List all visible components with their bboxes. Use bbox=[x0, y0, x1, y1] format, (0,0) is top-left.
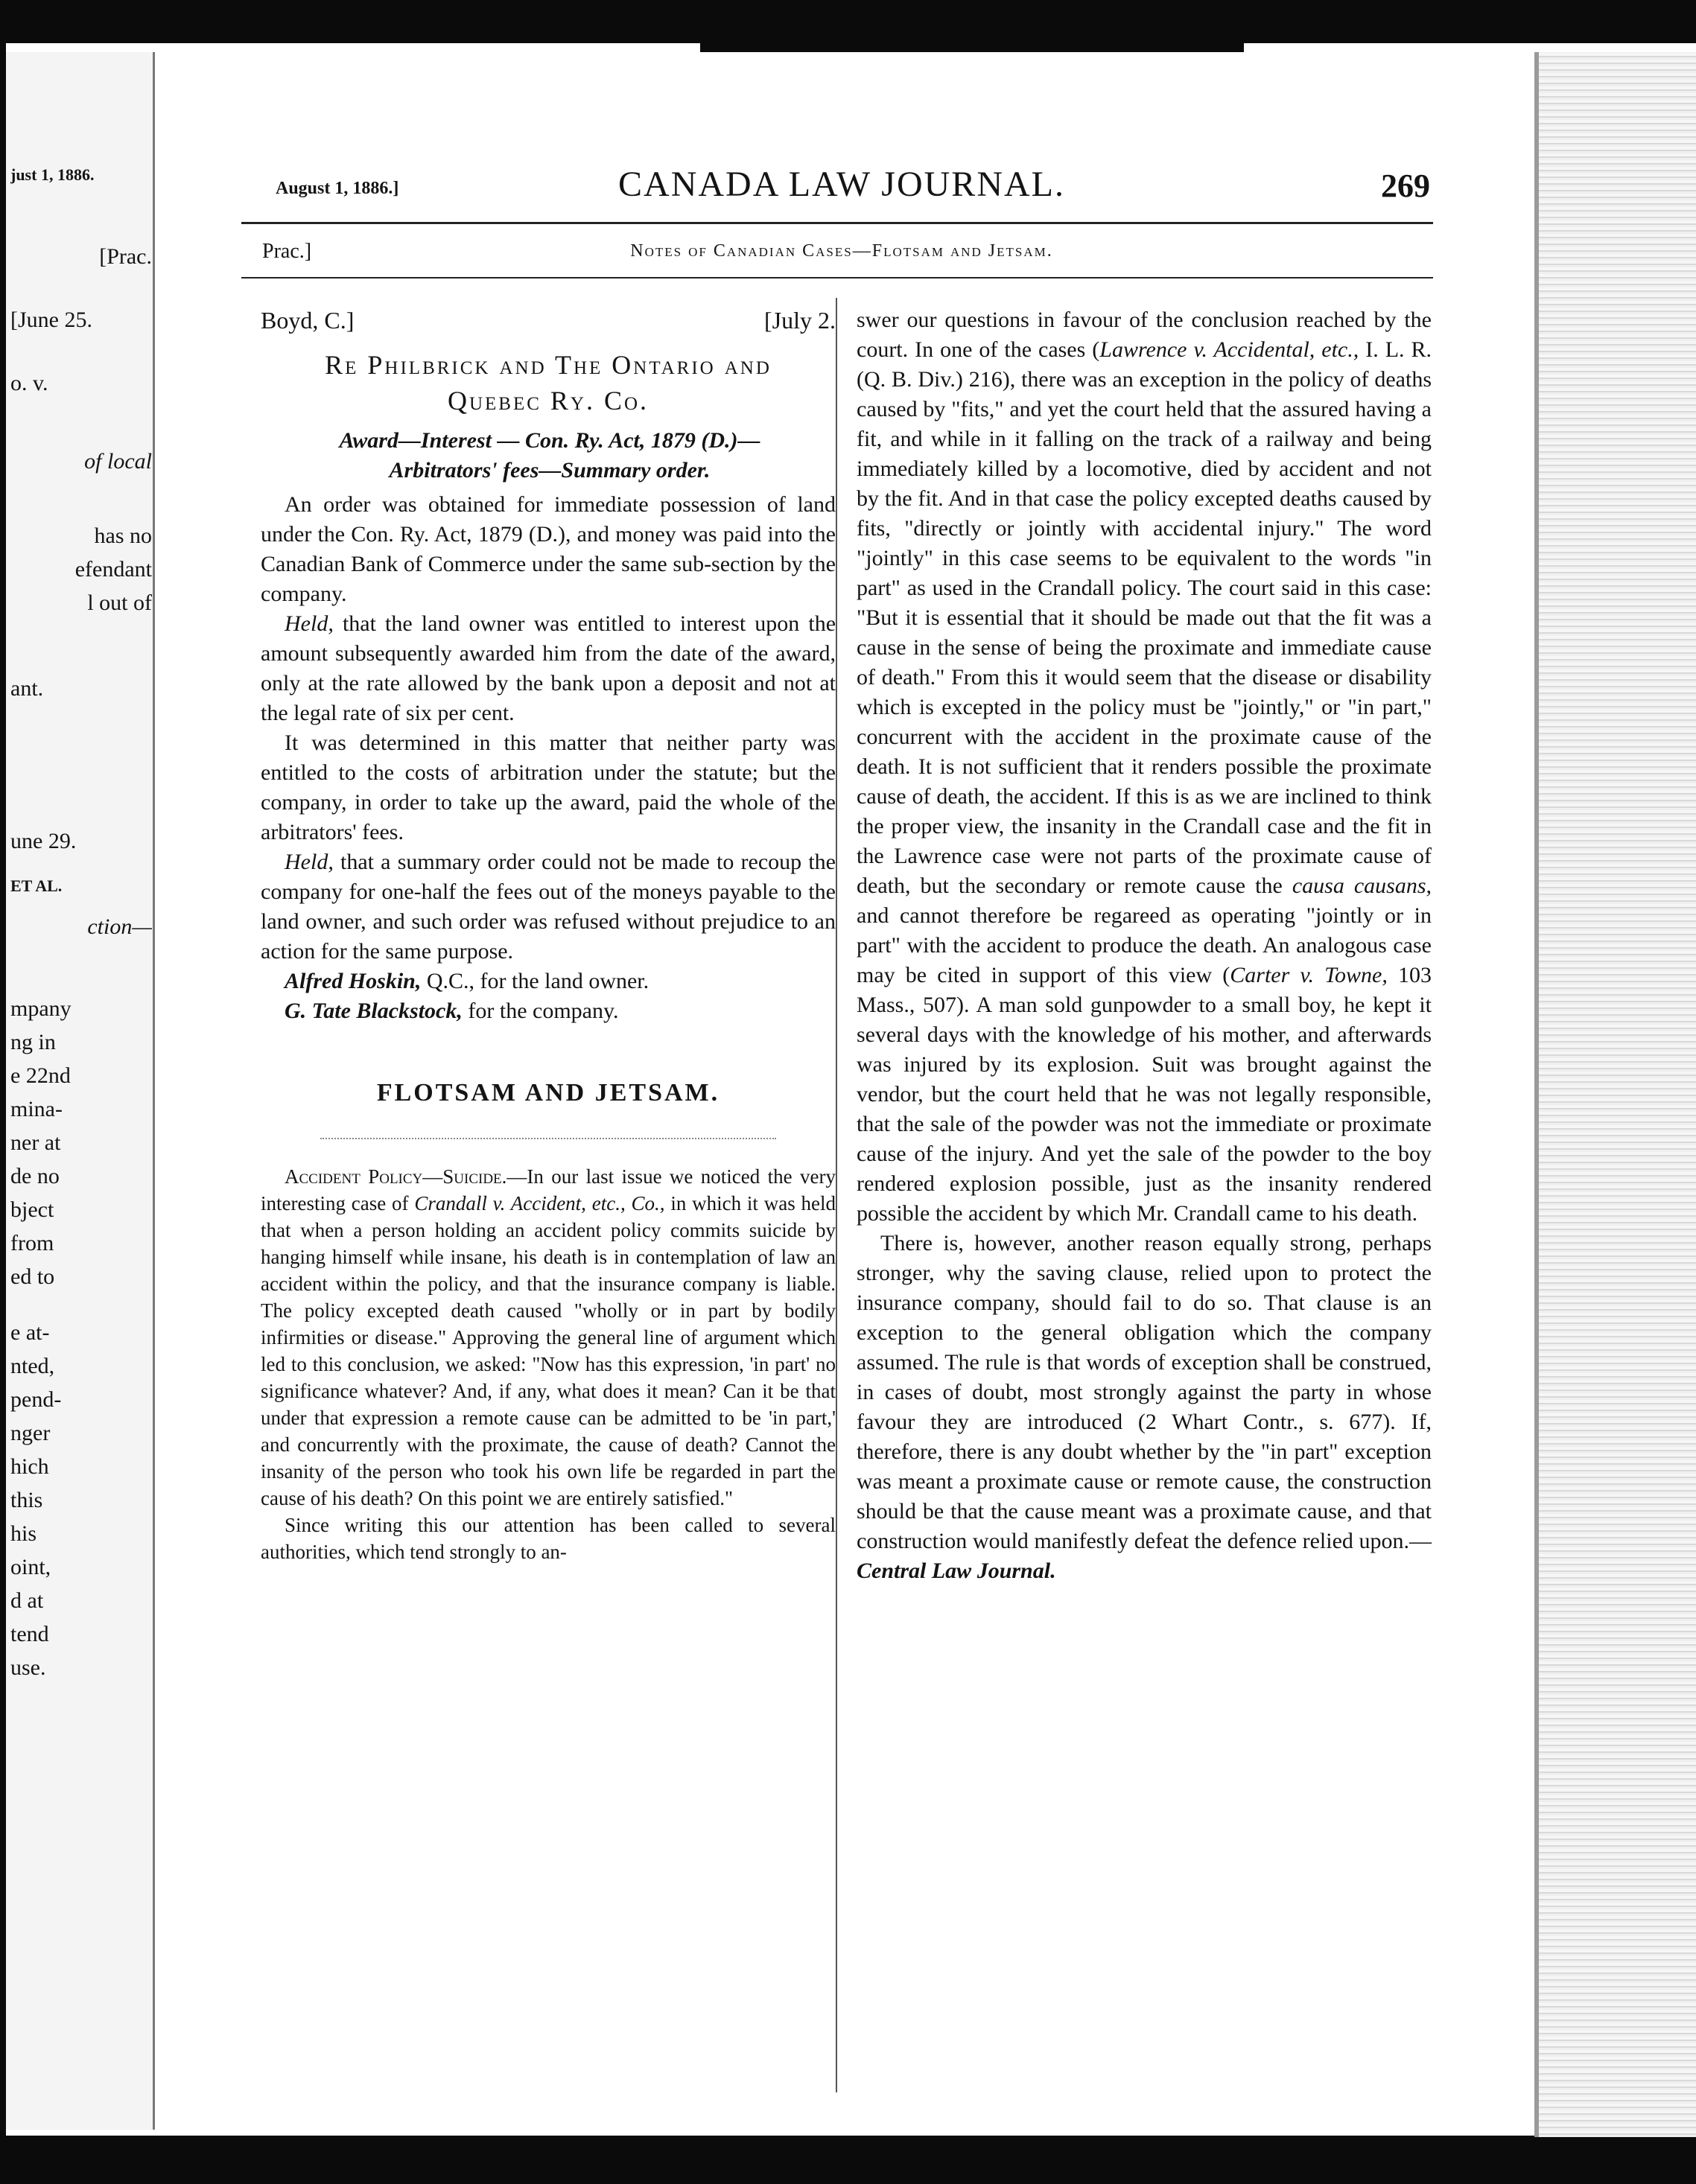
latin-phrase: causa causans, bbox=[1292, 873, 1432, 898]
source-credit: Central Law Journal. bbox=[857, 1559, 1056, 1583]
column-divider bbox=[836, 298, 837, 2092]
previous-page-line: hich bbox=[10, 1454, 49, 1479]
previous-page-line: use. bbox=[10, 1655, 46, 1680]
section-header bbox=[231, 238, 1452, 268]
held-label: Held, bbox=[285, 850, 334, 874]
case-paragraph-3: It was determined in this matter that neither party was entitled to the costs of arbitration under the statute; but the company, in order to take up the award, paid the whole of the arbitrators' fees. bbox=[261, 730, 836, 844]
case-paragraph-2 bbox=[261, 609, 836, 728]
previous-page-line: his bbox=[10, 1521, 37, 1546]
header-rule bbox=[241, 222, 1433, 224]
previous-page-line: has no bbox=[94, 523, 152, 548]
scan-border-left bbox=[0, 0, 6, 2184]
case-heading-row bbox=[261, 305, 836, 344]
previous-page-line: of local bbox=[84, 449, 152, 474]
case-paragraph-4 bbox=[261, 847, 836, 967]
flotsam-article bbox=[261, 1163, 836, 1565]
previous-page-line: l out of bbox=[87, 590, 152, 615]
article-lead: Accident Policy—Suicide. bbox=[285, 1165, 507, 1188]
right-text-2: There is, however, another reason equally strong, perhaps stronger, why the saving clause, relied upon to protect the insurance company, should fail to do so. That clause is an exception to the general obligation which the company assumed. The rule is that words of exception shall be construed, in cases of doubt, most strongly against the party in whose favour they are introduced (2 Whart Contr., s. 677). If, therefore, there is any doubt whether by the "in part" exception was meant a proximate cause or remote cause, the construction should be that the cause meant was a proximate cause, and that construction would manifestly defeat the defence relied upon.— bbox=[857, 1231, 1432, 1553]
holding-text-1: that the land owner was entitled to interest upon the amount subsequently awarded him from the date of the award, only at the rate allowed by the bank upon a deposit and not at the legal rate of six per cent. bbox=[261, 611, 836, 725]
previous-page-line: ed to bbox=[10, 1264, 55, 1289]
case-title bbox=[261, 347, 836, 418]
running-header bbox=[231, 164, 1452, 208]
previous-page-line: nger bbox=[10, 1421, 51, 1445]
caption-line-1: Award—Interest — Con. Ry. Act, 1879 (D.)— bbox=[339, 428, 760, 453]
case-reference-lawrence: Lawrence v. Accidental, etc., bbox=[1099, 337, 1359, 362]
case-date: [July 2. bbox=[764, 307, 836, 334]
previous-page-line: e at- bbox=[10, 1320, 50, 1345]
case-title-line-2: Quebec Ry. Co. bbox=[447, 386, 650, 416]
counsel-1-name: Alfred Hoskin, bbox=[285, 969, 422, 993]
section-divider bbox=[320, 1138, 776, 1141]
counsel-1-role: Q.C., for the land owner. bbox=[426, 969, 650, 993]
case-paragraph-1: An order was obtained for immediate possession of land under the Con. Ry. Act, 1879 (D.), and money was paid into the Canadian Bank of Commerce under the same sub-section by the company. bbox=[261, 492, 836, 606]
section-rule bbox=[241, 277, 1433, 278]
previous-page-line: efendant bbox=[74, 557, 152, 582]
right-text-1c: and cannot therefore be regareed as operating "jointly or in part" with the accident to produce the death. An analogous case may be cited in support of this view ( bbox=[857, 903, 1432, 987]
previous-page-line: une 29. bbox=[10, 829, 77, 853]
flotsam-heading: FLOTSAM AND JETSAM. bbox=[376, 1079, 720, 1107]
right-text-1d: 103 Mass., 507). A man sold gunpowder to a small boy, he kept it several days with the knowledge of his mother, and afterwards was injured by its explosion. Suit was brought against the vendor, but the court held that he was not legally responsible, that the sale of the powder was not the immediate or proximate cause of the injury. And yet the sale of the powder to the boy rendered explosion possible, just as the insanity rendered possible the accident by which Mr. Crandall came to his death. bbox=[857, 963, 1432, 1226]
previous-page-line: mina- bbox=[10, 1097, 63, 1121]
previous-page-line: ner at bbox=[10, 1130, 61, 1155]
page-number: 269 bbox=[1381, 168, 1430, 204]
flotsam-paragraph-2: Since writing this our attention has been called to several authorities, which tend strongly to an- bbox=[261, 1514, 836, 1563]
article-text-1b: in which it was held that when a person holding an accident policy commits suicide by hanging himself while insane, his death is in contemplation of law an accident within the policy, and that the insurance company is liable. The policy excepted death caused "wholly or in part by bodily infirmities or disease." Approving the general line of argument which led to this conclusion, we asked: "Now has this expression, 'in part' no significance whatever? And, if any, what does it mean? Can it be that under that expression a remote cause can be admitted to be 'in part,' and concurrently with the proximate, the cause of death? Cannot the insanity of the person who took his own life be regarded in part the cause of his death? On this point we are entirely satisfied." bbox=[261, 1192, 836, 1509]
section-label: Prac.] bbox=[262, 240, 312, 263]
previous-page-line: mpany bbox=[10, 996, 72, 1021]
journal-title: CANADA LAW JOURNAL. bbox=[618, 165, 1065, 204]
case-caption bbox=[261, 426, 836, 485]
scan-border-bottom bbox=[0, 2136, 1696, 2184]
caption-line-2: Arbitrators' fees—Summary order. bbox=[389, 458, 711, 483]
previous-page-line: ET AL. bbox=[10, 876, 63, 895]
scan-border-top bbox=[0, 0, 1696, 43]
holding-text-2: that a summary order could not be made to recoup the company for one-half the fees out of the moneys payable to the land owner, and such order was refused without prejudice to an action for the same purpose. bbox=[261, 850, 836, 964]
held-label: Held, bbox=[285, 611, 334, 636]
header-date: August 1, 1886.] bbox=[276, 179, 399, 198]
right-paragraph-1 bbox=[857, 305, 1432, 1229]
previous-page-line: ant. bbox=[10, 676, 44, 701]
previous-page-line: just 1, 1886. bbox=[10, 165, 95, 184]
judge-name: Boyd, C.] bbox=[261, 307, 355, 334]
previous-page-line: pend- bbox=[10, 1387, 62, 1412]
case-reference: Crandall v. Accident, etc., Co., bbox=[414, 1192, 665, 1214]
previous-page-line: oint, bbox=[10, 1555, 51, 1579]
counsel-2-role: for the company. bbox=[468, 999, 619, 1023]
counsel-2 bbox=[261, 996, 836, 1026]
left-column bbox=[261, 305, 836, 1565]
right-text-1b: I. L. R. (Q. B. Div.) 216), there was an exception in the policy of deaths caused by "fits," and yet the court held that the assured having a fit, and while in it falling on the track of a railway and being immediately killed by a locomotive, died by accident and not by the fit. And in that case the policy excepted deaths caused by fits, "directly or jointly with accidental injury." The word "jointly" in this case seems to be equivalent to the words "in part" as used in the Crandall policy. The court said in this case: "But it is essential that it should be made out that the fit was a cause in the sense of being the proximate and immediate cause of death." From this it would seem that the disease or disability which is excepted in the policy must be "jointly," or "in part," concurrent with the accident in the proximate cause of the death. It is not sufficient that it renders possible the proximate cause of death, the accident. If this is as we are inclined to think the proper view, the insanity in the Crandall case and the fit in the Lawrence case were not parts of the proximate cause of death, but the secondary or remote cause the bbox=[857, 337, 1432, 898]
journal-page bbox=[231, 112, 1452, 2122]
next-page-edge bbox=[1534, 52, 1696, 2137]
previous-page-line: tend bbox=[10, 1622, 49, 1646]
counsel-1 bbox=[261, 967, 836, 996]
case-title-line-1: Re Philbrick and The Ontario and bbox=[325, 350, 772, 380]
right-text-1a: swer our questions in favour of the conclusion reached by the court. In one of the cases ( bbox=[857, 308, 1432, 362]
case-reference-carter: Carter v. Towne, bbox=[1230, 963, 1388, 987]
previous-page-line: from bbox=[10, 1231, 54, 1255]
previous-page-line: bject bbox=[10, 1197, 54, 1222]
previous-page-line: ng in bbox=[10, 1030, 56, 1054]
previous-page-line: [Prac. bbox=[99, 244, 152, 269]
previous-page-line: d at bbox=[10, 1588, 44, 1613]
article-text-1a: —In our last issue we noticed the very interesting case of bbox=[261, 1165, 836, 1214]
previous-page-line: ction— bbox=[87, 914, 152, 939]
previous-page-line: o. v. bbox=[10, 371, 48, 395]
previous-page-line: this bbox=[10, 1488, 43, 1512]
flotsam-paragraph-1 bbox=[261, 1163, 836, 1512]
counsel-2-name: G. Tate Blackstock, bbox=[285, 999, 463, 1023]
section-title: Notes of Canadian Cases—Flotsam and Jetsam. bbox=[630, 241, 1053, 261]
previous-page-strip bbox=[6, 52, 155, 2130]
right-paragraph-2 bbox=[857, 1229, 1432, 1586]
previous-page-line: e 22nd bbox=[10, 1063, 71, 1088]
previous-page-line: [June 25. bbox=[10, 308, 92, 332]
previous-page-line: de no bbox=[10, 1164, 60, 1188]
right-column bbox=[857, 305, 1432, 1586]
previous-page-line: nted, bbox=[10, 1354, 55, 1378]
